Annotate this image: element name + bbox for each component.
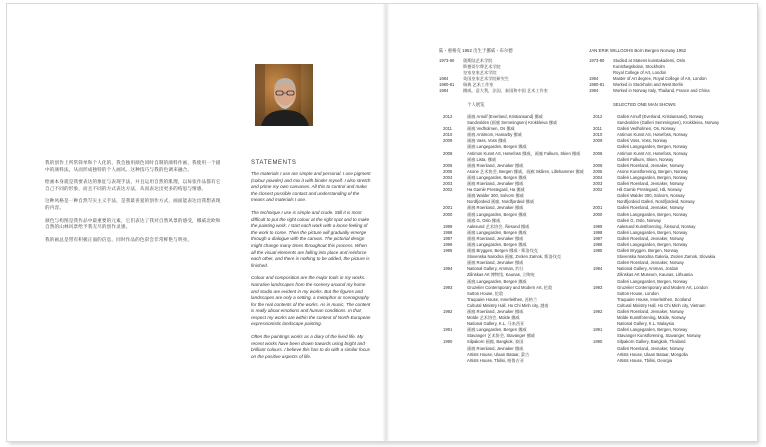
timeline-entry: Artists House, Ulaan Bataar, 蒙古 — [467, 351, 530, 357]
timeline-year: 2002 — [593, 187, 603, 193]
solo-shows-list-cn — [443, 114, 589, 364]
timeline-entry: 奥斯陆艺术学院 — [463, 58, 493, 63]
timeline-entry: 画廊 Roenland, Jevnaker 挪威 — [467, 181, 524, 187]
timeline-entry: Sandvolden (画廊 Semmingsen) Krokkleiva 挪威 — [467, 120, 558, 126]
timeline-entry: Stavanger Kunstforening, Stavanger, Norway — [617, 333, 701, 339]
timeline-entry: Gruzelier Contemporary and Modern Art, 伦敦 — [467, 284, 553, 290]
timeline-year: 2006 — [443, 162, 453, 168]
timeline-year: 1997 — [443, 235, 453, 241]
timeline-entry: 画廊 G, Oslo 挪威 — [467, 217, 501, 223]
timeline-entry: Royal College of Art, London — [613, 70, 667, 76]
statement-cn-paragraph: 我的画总是带有积极正面的信息，同时作品的色彩会非常鲜艳与明亮。 — [45, 236, 193, 242]
timeline-entry: Ha Gamle Prestegard, Ha 挪威 — [467, 187, 525, 193]
timeline-entry: 画廊 Antimom, Hamarby 挪威 — [467, 132, 522, 138]
timeline-entry: Sutton House, 伦敦 — [467, 290, 504, 296]
timeline-year: 1993 — [443, 284, 453, 290]
timeline-entry: Zilinskas Art Museum, Kaunas, Lithuania — [617, 272, 693, 278]
timeline-entry: 画廊 Lista, 挪威 — [467, 156, 497, 162]
timeline-entry: National Gallery, Amman, Jordan — [617, 266, 679, 272]
timeline-year: 1993 — [593, 284, 603, 290]
timeline-entry: 画廊 Langegarden, Bergen 挪威 — [467, 278, 527, 284]
timeline-entry: Galleri Langegarden, Bergen, Norway — [617, 211, 688, 217]
solo-shows-heading-en: SELECTED ONE MAN SHOWS — [613, 102, 676, 107]
timeline-row — [443, 358, 589, 364]
timeline-year: 2008 — [593, 150, 603, 156]
timeline-entry: Molde 艺术协会, Molde 挪威 — [467, 315, 520, 321]
timeline-entry: 斯德哥尔摩艺术学院 — [463, 64, 501, 70]
timeline-row — [589, 88, 749, 94]
timeline-entry: Gruzelier Contemporary and Modern Art, London — [617, 284, 708, 290]
solo-shows-heading-cn: 个人展览 — [467, 102, 485, 107]
timeline-year: 1992 — [443, 309, 453, 314]
timeline-year: 2002 — [443, 187, 453, 193]
timeline-year: 2001 — [443, 205, 453, 211]
timeline-year: 2009 — [443, 138, 453, 144]
timeline-entry: Galleri Roenland, Jevnaker, Norway — [617, 345, 684, 351]
timeline-year: 2000 — [443, 211, 453, 217]
timeline-year: 2005 — [593, 168, 603, 174]
timeline-year: 1984 — [439, 76, 449, 82]
timeline-year: 2004 — [593, 174, 603, 180]
timeline-entry: Sutton House, London — [617, 290, 659, 296]
right-page — [7, 4, 757, 441]
timeline-year: 1980-81 — [589, 82, 605, 88]
timeline-year: 2009 — [593, 138, 603, 144]
timeline-entry: 画廊 Langegarden, Bergen 挪威 — [467, 174, 527, 180]
timeline-entry: Asone 艺术协会, Bergen 挪威，画廊 Skåren, Lillehammer 挪威 — [467, 168, 584, 174]
timeline-entry: Galleri Falkum, Skien, Norway — [617, 156, 674, 162]
timeline-year: 2010 — [593, 132, 603, 138]
timeline-year: 1973-80 — [589, 58, 605, 63]
bio-heading-en: JAN ERIK WILLGOHS Born Bergen Norway 1952 — [589, 48, 687, 53]
timeline-entry: National Gallery, K.L. 马来西亚 — [467, 321, 525, 327]
timeline-entry: 画廊 Langegarden, Bergen 挪威 — [467, 211, 527, 217]
timeline-year — [443, 358, 467, 364]
timeline-entry: Stavanger 艺术协会, Stavanger 挪威 — [467, 333, 535, 339]
statement-en-paragraph: The technique I use is simple and crude. Still it is most difficult to put the right colour at the right spot and to make the painting work. I start each work with a loose feeling of the work to come. Then the picture will gradually emerge through a dialogue with the canvas. The pictorial design might change many times throughout this process. When all the visual elements are falling into place and reinforce each other, and there is nothing to be added, the picture is finished. — [251, 209, 370, 268]
timeline-year: 1991 — [593, 327, 603, 333]
timeline-year: 2005 — [443, 168, 453, 174]
timeline-year: 2003 — [593, 181, 603, 187]
timeline-entry: Studied at Statens kunstakademi, Oslo — [613, 58, 686, 63]
timeline-year: 1984 — [589, 88, 599, 94]
timeline-year: 1990 — [593, 339, 603, 345]
timeline-year: 1990 — [443, 339, 453, 345]
timeline-entry: 瑞典 艺术工作室 — [463, 82, 494, 88]
timeline-entry: Galleri Roenland, Jevnaker, Norway — [617, 260, 684, 266]
timeline-year: 1999 — [443, 223, 453, 229]
timeline-year: 2011 — [443, 126, 453, 132]
timeline-entry: Kunsthøgskolan, Stockholm — [613, 64, 665, 70]
timeline-year: 1995 — [593, 248, 603, 254]
timeline-entry: Nordfjordeid 画廊, Nordfjordeid 挪威 — [467, 199, 535, 205]
timeline-entry: 画廊 Langegarden, Bergen 挪威 — [467, 241, 527, 247]
timeline-entry: Cultural Ministry Hall, Ho Chi Minh city, 越南 — [467, 302, 549, 308]
timeline-entry: Aalesund 艺术协会, Ålesund 挪威 — [467, 223, 530, 229]
timeline-entry: 皇家皇家艺术学院 — [463, 70, 497, 76]
timeline-entry: Silpakorn 画廊, Bangkok, 泰国 — [467, 339, 524, 345]
education-list-cn — [439, 58, 579, 95]
timeline-year: 2004 — [443, 174, 453, 180]
timeline-entry: Sandvolden (Galleri Semmingsen), Krokkleiva, Norway — [617, 120, 719, 126]
timeline-entry: 画廊 Roenland, Jevnaker 挪威 — [467, 162, 524, 168]
timeline-year: 2011 — [593, 126, 603, 132]
timeline-entry: Molde Kunstforening, Molde, Norway — [617, 315, 686, 321]
timeline-year: 1995 — [443, 248, 453, 254]
statement-en-paragraph: The materials I use are simple and personal. I use pigment (colour powder) and mix it with binder myself. I also stretch and prime my own canvases. All this to control and make the closest possible contact and understanding of the means and materials I use. — [251, 171, 371, 203]
timeline-year: 2006 — [593, 162, 603, 168]
timeline-entry: Antimon Kunst AS, Hønefoss 挪威，画廊 Falkum, Skien 挪威 — [467, 150, 581, 156]
timeline-entry: 画廊 Arnulf (Everland, Kristiansand) 挪威 — [467, 114, 543, 119]
timeline-year: 1984 — [589, 76, 599, 82]
timeline-row — [439, 88, 579, 94]
timeline-year: 2008 — [443, 150, 453, 156]
timeline-year: 1999 — [593, 223, 603, 229]
timeline-row — [593, 358, 753, 364]
timeline-entry: National Gallery, Amman, 约旦 — [467, 266, 524, 272]
timeline-entry: 画廊 Roenland, Jevnaker 挪威 — [467, 235, 524, 241]
statement-cn-paragraph: 绘画本身就是我要表达的象征与表现手法，并且运用自然的肌理，以每张作品都有它自己不同的形象，而且不同的方式表达方法，从而表达出更多的构思与情感。 — [45, 179, 221, 191]
timeline-entry: Antimon Kunst AS, Hønefoss, Norway — [617, 132, 688, 138]
timeline-entry: Nordfjordeid Galleri, Nordfjordeid, Norway — [617, 199, 695, 205]
timeline-year: 2003 — [443, 181, 453, 187]
timeline-entry: Aalesund Kunstforening, Ålesund, Norway — [617, 223, 696, 229]
timeline-year: 1984 — [439, 88, 449, 94]
timeline-entry: 画廊 Langegarden, Bergen 挪威 — [467, 144, 527, 150]
timeline-year: 1980-81 — [439, 82, 455, 88]
timeline-year: 1991 — [443, 327, 453, 333]
timeline-entry: 画廊 Bryggen, Bergen 挪威 - 斯洛伐克 — [467, 248, 538, 254]
timeline-entry: 挪威，意大利，法国，泰国和中国 艺术工作室 — [463, 88, 548, 94]
timeline-entry: Worked in Norway Italy, Thailand, France and China — [613, 88, 710, 94]
timeline-year: 2010 — [443, 132, 453, 138]
timeline-year: 1994 — [593, 266, 603, 272]
timeline-entry: Galleri Langegarden, Bergen, Norway — [617, 229, 688, 235]
timeline-year: 1973-80 — [439, 58, 455, 63]
book-spread — [7, 4, 757, 441]
timeline-entry: Master of Art degree, Royal College of Art, London — [613, 76, 707, 82]
timeline-year: 2012 — [443, 114, 453, 119]
statements-heading: STATEMENTS — [251, 160, 297, 166]
timeline-entry: Galleri Roenland, Jevnaker, Norway — [617, 162, 684, 168]
timeline-entry: Galleri Roenland, Jevnaker, Norway — [617, 309, 684, 314]
timeline-entry: Artists House, Tbilisi, Georgia — [617, 357, 673, 363]
timeline-entry: Antimon Kunst AS, Hønefoss, Norway — [617, 150, 688, 156]
timeline-entry: Galleri G, Oslo, Norway — [617, 217, 661, 223]
timeline-entry: Galleri Arnulf (Everland, Kristiansand), Norway — [617, 114, 704, 119]
timeline-entry: 画廊 Roenland, Jevnaker 挪威 — [467, 309, 524, 314]
timeline-entry: 画廊 Roenland, Jevnaker 挪威 — [467, 205, 524, 211]
timeline-entry: 画廊 Langegarden, Bergen 挪威 — [467, 229, 527, 235]
timeline-entry: Zilinskas Art 博物馆, Kaunas, 立陶宛 — [467, 272, 535, 278]
timeline-entry: Galleri Roenland, Jevnaker, Norway — [617, 181, 684, 187]
statement-en-paragraph: Colour and composition are the major tools in my works. Narrative landscapes from the scenery around my home and studio are evident in my works. But the figures and landscapes are only a setting, a metaphor or scenography for the real contents of the works. As in music. The content is really about emotions and human conditions. In that respect my works are within the context of North-European expressionistic landscape painting. — [251, 275, 371, 327]
bio-heading-cn: 陆・惠格克 1952 出生于挪威・布尔德 — [439, 48, 513, 53]
timeline-entry: Galleri Langegarden, Bergen, Norway — [617, 174, 688, 180]
timeline-entry: Traquaire House, Innerleithen, 苏格兰 — [467, 296, 538, 302]
timeline-entry: Galleri Roenland, Jevnaker, Norway — [617, 205, 684, 211]
timeline-entry: 画廊 Walder 300, Solvorn 挪威 — [467, 193, 524, 199]
timeline-year: 1998 — [443, 229, 453, 235]
timeline-year: 1997 — [593, 235, 603, 241]
timeline-entry: 英国皇家艺术学院研究生 — [463, 76, 510, 82]
timeline-entry: 画廊 Vass, Voss 挪威 — [467, 138, 507, 144]
timeline-year: 1998 — [593, 229, 603, 235]
timeline-entry: Slovenska Narodna Galeria, Zvolen Zamok, Slovakia — [617, 254, 716, 260]
timeline-entry: Cultural Ministry Hall, Ho Chi Minh city, Vietnam — [617, 302, 706, 308]
timeline-year — [593, 358, 617, 364]
timeline-entry: Galleri Langegarden, Bergen, Norway — [617, 327, 688, 333]
timeline-entry: Silpakorn Gallery, Bangkok, Thailand — [617, 339, 686, 345]
timeline-entry: Artists House, Tbilisi, 格鲁吉亚 — [467, 357, 524, 363]
timeline-entry: Asone Kunstforening, Bergen, Norway — [617, 168, 689, 174]
timeline-entry: Galleri Langegarden, Bergen, Norway — [617, 278, 688, 284]
timeline-year: 1992 — [593, 309, 603, 314]
timeline-entry: Galleri Roenland, Jevnaker, Norway — [617, 235, 684, 241]
statement-cn-paragraph: 颜色与构图是我作品中最重要的元素，它们表达了我对自然风景的感受，挪威北欧和自然的山林风景给予我无尽的创作灵感。 — [45, 217, 221, 230]
timeline-entry: Galleri Langegarden, Bergen, Norway — [617, 241, 688, 247]
education-list-en — [589, 58, 749, 95]
timeline-entry: Galleri Walder 300, Solvorn, Norway — [617, 193, 685, 199]
timeline-entry: 画廊 Langegarden, Bergen 挪威 — [467, 327, 527, 333]
timeline-entry: Artists House, Ulaan Bataar, Mongolia — [617, 351, 688, 357]
timeline-entry: Galleri Vedholmen, Os, Norway — [617, 126, 676, 132]
timeline-year: 1996 — [593, 241, 603, 247]
timeline-year: 1996 — [443, 241, 453, 247]
timeline-entry: Slovenska Narodna 画廊, Zvolen Zamok, 斯洛伐克 — [467, 254, 562, 260]
timeline-entry: 画廊 Vedholmen, Os 挪威 — [467, 126, 515, 132]
timeline-entry: Worked in Stockholm and West Berlin — [613, 82, 684, 88]
timeline-entry: Traquaire House, Innerleithen, Scotland — [617, 296, 691, 302]
timeline-entry: 画廊 Roenland, Jevnaker 挪威 — [467, 345, 524, 351]
statement-cn-paragraph: 我的创作上所常简单和个人化的，我会独用颜色同时自制的颜料作画，我使用一个剧中的颜料法，从而形成独特的个人画风。这种技巧与我的色调来融合。 — [45, 160, 221, 172]
timeline-entry: Galleri Bryggen, Bergen, Norway — [617, 248, 679, 254]
solo-shows-list-en — [593, 114, 753, 364]
timeline-year: 2001 — [593, 205, 603, 211]
timeline-entry: Hå Gamle Prestegard, Hå, Norway — [617, 187, 682, 193]
statement-en-paragraph: Often the paintings works as a diary of the lived life. My recent works have been drawn towards using bright and brilliant colours. I believe this has to do with a similar focus on the positive aspects of life. — [251, 334, 370, 359]
timeline-year: 1994 — [443, 266, 453, 272]
timeline-entry: 画廊 Roenland, Jevnaker 挪威 — [467, 260, 524, 266]
timeline-year: 2012 — [593, 114, 603, 119]
statement-cn-paragraph: 这种风格是一种自然写实主义手法，是我最喜爱的创作方式，画面能表达出我想表现的内容。 — [45, 198, 221, 210]
timeline-year: 2000 — [593, 211, 603, 217]
timeline-entry: Galleri Voss, Voss, Norway — [617, 138, 668, 144]
timeline-entry: Galleri Langegarden, Bergen, Norway — [617, 144, 688, 150]
timeline-entry: National Gallery, K.L. Malaysia — [617, 321, 674, 327]
